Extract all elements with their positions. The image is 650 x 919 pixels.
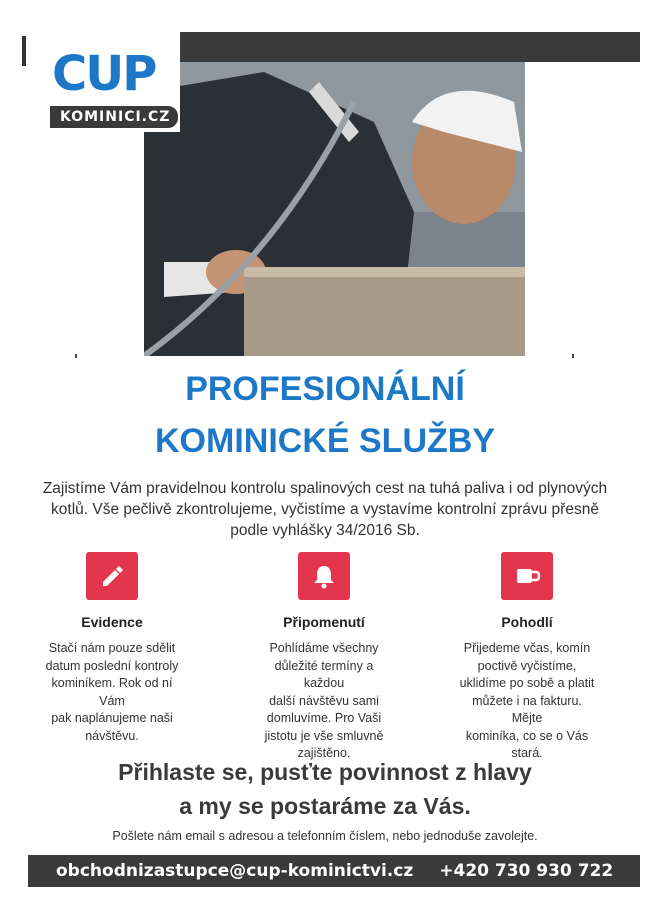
feature-line: důležité termíny a každou: [274, 658, 374, 690]
feature-line: pak naplánujeme naši: [51, 711, 173, 725]
feature-pohodli: [437, 552, 617, 763]
feature-body: [234, 640, 414, 763]
logo[interactable]: [40, 42, 180, 132]
feature-line: kominíka, co se o Vás: [465, 728, 589, 743]
intro-line: podle vyhlášky 34/2016 Sb.: [230, 522, 420, 539]
phone-link[interactable]: +420 730 930 722: [439, 861, 614, 881]
contact-bar: [28, 855, 640, 887]
feature-pripomenuti: [234, 552, 414, 763]
feature-line: poctivě vyčistíme,: [477, 658, 577, 673]
feature-line: uklidíme po sobě a platit: [459, 676, 595, 690]
headline-line2: KOMINICKÉ SLUŽBY: [155, 422, 495, 460]
email-link[interactable]: obchodnizastupce@cup-kominictvi.cz: [56, 861, 414, 881]
feature-line: další návštěvu sami: [269, 693, 379, 708]
feature-body: [22, 640, 202, 745]
logo-subtext: KOMINICI.CZ: [50, 106, 178, 128]
feature-line: Přijedeme včas, komín: [463, 641, 591, 655]
feature-line: Pohlídáme všechny: [269, 641, 379, 655]
hero-photo: [144, 62, 525, 356]
chimney-sweep-illustration: [144, 62, 525, 356]
intro-line: kotlů. Vše pečlivě zkontrolujeme, vyčistíme a vystavíme kontrolní zprávu přesně: [51, 501, 599, 518]
feature-line: stará.: [511, 746, 543, 760]
headline-line1: PROFESIONÁLNÍ: [185, 370, 465, 408]
top-bar: [180, 32, 640, 62]
cta-line1: Přihlaste se, pusťte povinnost z hlavy: [118, 759, 532, 785]
feature-title: Připomenutí: [283, 614, 365, 630]
coffee-cup-icon: [501, 552, 553, 600]
feature-line: návštěvu.: [85, 728, 139, 743]
feature-line: datum poslední kontroly: [45, 658, 179, 673]
corner-mark: [22, 36, 26, 66]
cta-line2: a my se postaráme za Vás.: [179, 793, 471, 819]
logo-text: CUP: [52, 46, 156, 102]
contact-note: Pošlete nám email s adresou a telefonním číslem, nebo jednoduše zavolejte.: [112, 829, 538, 843]
intro-line: Zajistíme Vám pravidelnou kontrolu spalinových cest na tuhá paliva i od plynových: [42, 480, 608, 497]
bell-icon: [298, 552, 350, 600]
feature-evidence: [22, 552, 202, 745]
pencil-icon: [86, 552, 138, 600]
crop-mark: [75, 354, 77, 358]
feature-line: Stačí nám pouze sdělit: [48, 641, 176, 655]
feature-body: [437, 640, 617, 763]
feature-line: jistotu je vše smluvně: [264, 728, 384, 743]
intro-text: [40, 478, 610, 541]
feature-title: Evidence: [81, 614, 143, 630]
feature-title: Pohodlí: [501, 614, 553, 630]
feature-line: kominíkem. Rok od ní Vám: [51, 676, 173, 708]
feature-line: domluvíme. Pro Vaši: [266, 711, 382, 725]
feature-line: zajištěno.: [297, 746, 351, 760]
feature-line: můžete i na fakturu. Mějte: [472, 693, 582, 725]
crop-mark: [572, 354, 574, 358]
